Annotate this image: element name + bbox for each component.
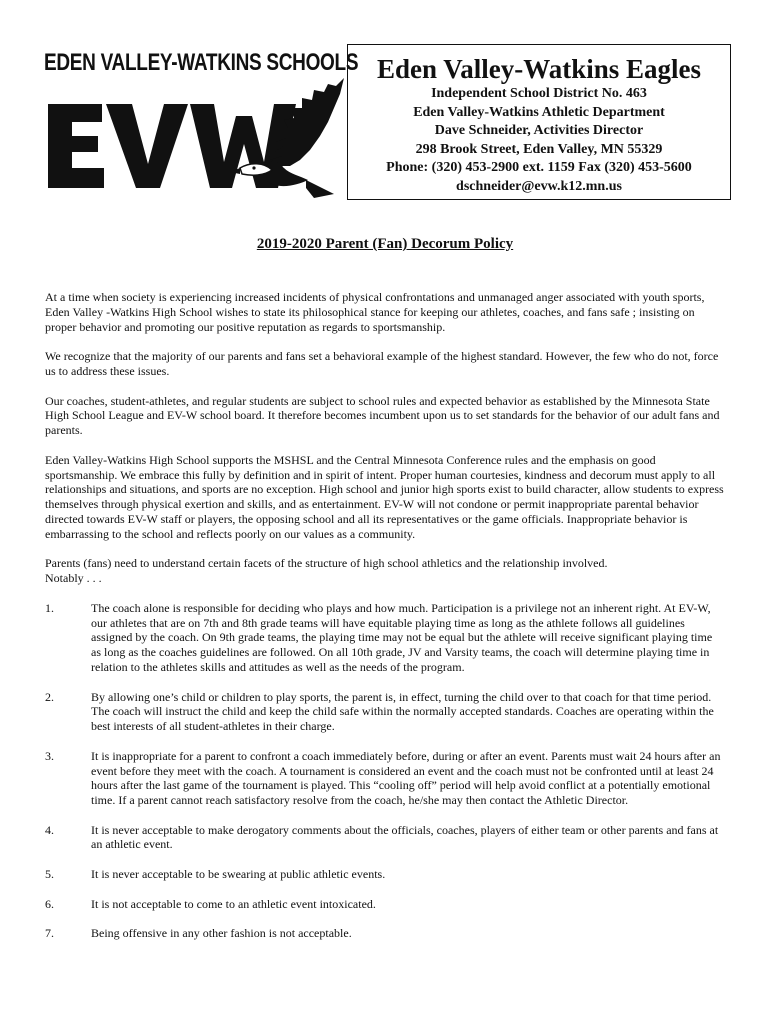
- header-email: dschneider@evw.k12.mn.us: [456, 178, 622, 194]
- list-item-number: 3.: [45, 748, 54, 763]
- list-item-number: 1.: [45, 600, 54, 615]
- policy-title: 2019-2020 Parent (Fan) Decorum Policy: [256, 236, 514, 252]
- list-item: [45, 601, 725, 675]
- list-item-text: The coach alone is responsible for deciding who plays and how much. Participation is a privilege not an inherent right. At EV-W, our athletes that are on 7th and 8th grade teams will have equitable playing time as long as the athlete follows all guidelines assigned by the coach. On 9th grade teams, the playing time may not be equal but the athlete will receive significant playing time as long as the coaches guidelines are followed. On all 10th grade, JV and Varsity teams, the coach will determine playing time in relation to the athletes skills and attitudes as well as the needs of the program.: [91, 600, 713, 674]
- list-item-number: 2.: [45, 689, 54, 704]
- notably-text: Notably . . .: [45, 571, 102, 586]
- paragraph-recognize: We recognize that the majority of our parents and fans set a behavioral example of the highest standard. However, the few who do not, force us to address these issues.: [45, 349, 719, 378]
- list-item-text: It is inappropriate for a parent to confront a coach immediately before, during or after an event. Parents must wait 24 hours after an event before they meet with the coach. A tournament is considered an event and the coach must not be confronted until at least 24 hours after the last game of the tournament is played. This “cooling off” period will help avoid conflict at a potentially emotional time. If a parent cannot reach satisfactory resolve from the coach, he/she may then contact the Athletic Director.: [91, 748, 721, 808]
- evw-eagle-logo-graphic: [44, 76, 354, 201]
- header-address: 298 Brook Street, Eden Valley, MN 55329: [415, 141, 663, 157]
- list-item: [45, 867, 725, 882]
- logo-school-name: EDEN VALLEY-WATKINS SCHOOLS: [44, 50, 359, 77]
- list-intro-text: Parents (fans) need to understand certain facets of the structure of high school athletics and the relationship involved.: [45, 556, 608, 571]
- list-item: [45, 690, 725, 734]
- header-director: Dave Schneider, Activities Director: [434, 123, 644, 139]
- list-item-number: 7.: [45, 926, 54, 941]
- paragraph-intro: At a time when society is experiencing increased incidents of physical confrontations and unmanaged anger associated with youth sports, Eden Valley -Watkins High School wishes to state its philosophical stance for keeping our athletes, coaches, and fans safe ; insisting on proper behavior and promoting our positive reputation as regards to sportsmanship.: [45, 290, 705, 334]
- list-item: [45, 926, 725, 941]
- list-item-text: Being offensive in any other fashion is not acceptable.: [91, 926, 352, 941]
- list-item-text: It is not acceptable to come to an athletic event intoxicated.: [91, 896, 376, 911]
- list-item-number: 4.: [45, 822, 54, 837]
- list-item: [45, 897, 725, 912]
- list-item-text: By allowing one’s child or children to play sports, the parent is, in effect, turning the child over to that coach for that time period. The coach will instruct the child and keep the child safe within the normally accepted standards. Coaches are operating within the best interests of all student-athletes in their charge.: [91, 689, 714, 734]
- header-contact-box: [347, 44, 731, 200]
- list-item-number: 6.: [45, 896, 54, 911]
- list-item-text: It is never acceptable to be swearing at public athletic events.: [91, 867, 386, 882]
- list-item: [45, 749, 725, 808]
- list-item-number: 5.: [45, 867, 54, 882]
- list-item: [45, 823, 725, 853]
- school-logo: [44, 46, 359, 201]
- header-title: Eden Valley-Watkins Eagles: [376, 54, 702, 84]
- list-intro: [45, 556, 725, 586]
- paragraph-support: Eden Valley-Watkins High School supports the MSHSL and the Central Minnesota Conference rules and the emphasis on good sportsmanship. We embrace this fully by definition and in spirit of intent. Proper human courtesies, kindness and decorum must apply to all relationships and situations, and sports are no exception. High school and junior high sports exist to build character, allow students to express themselves through physical exertion and skills, and as entertainment. EV-W will not condone or permit inappropriate parental behavior directed towards EV-W staff or players, the opposing school and all its representatives or the game officials. Inappropriate behavior is embarrassing to the school and reflects poorly on our values as a community.: [45, 452, 724, 541]
- paragraph-coaches: Our coaches, student-athletes, and regular students are subject to school rules and expected behavior as established by the Minnesota State High School League and EV-W school board. It therefore becomes incumbent upon us to set standards for the behavior of our adult fans and parents.: [45, 393, 720, 438]
- list-item-text: It is never acceptable to make derogatory comments about the officials, coaches, players of either team or other parents and fans at an athletic event.: [91, 822, 719, 852]
- header-phone-fax: Phone: (320) 453-2900 ext. 1159 Fax (320) 453-5600: [386, 160, 692, 176]
- policy-body: [45, 290, 725, 956]
- header-district: Independent School District No. 463: [431, 86, 647, 101]
- header-department: Eden Valley-Watkins Athletic Department: [413, 104, 665, 120]
